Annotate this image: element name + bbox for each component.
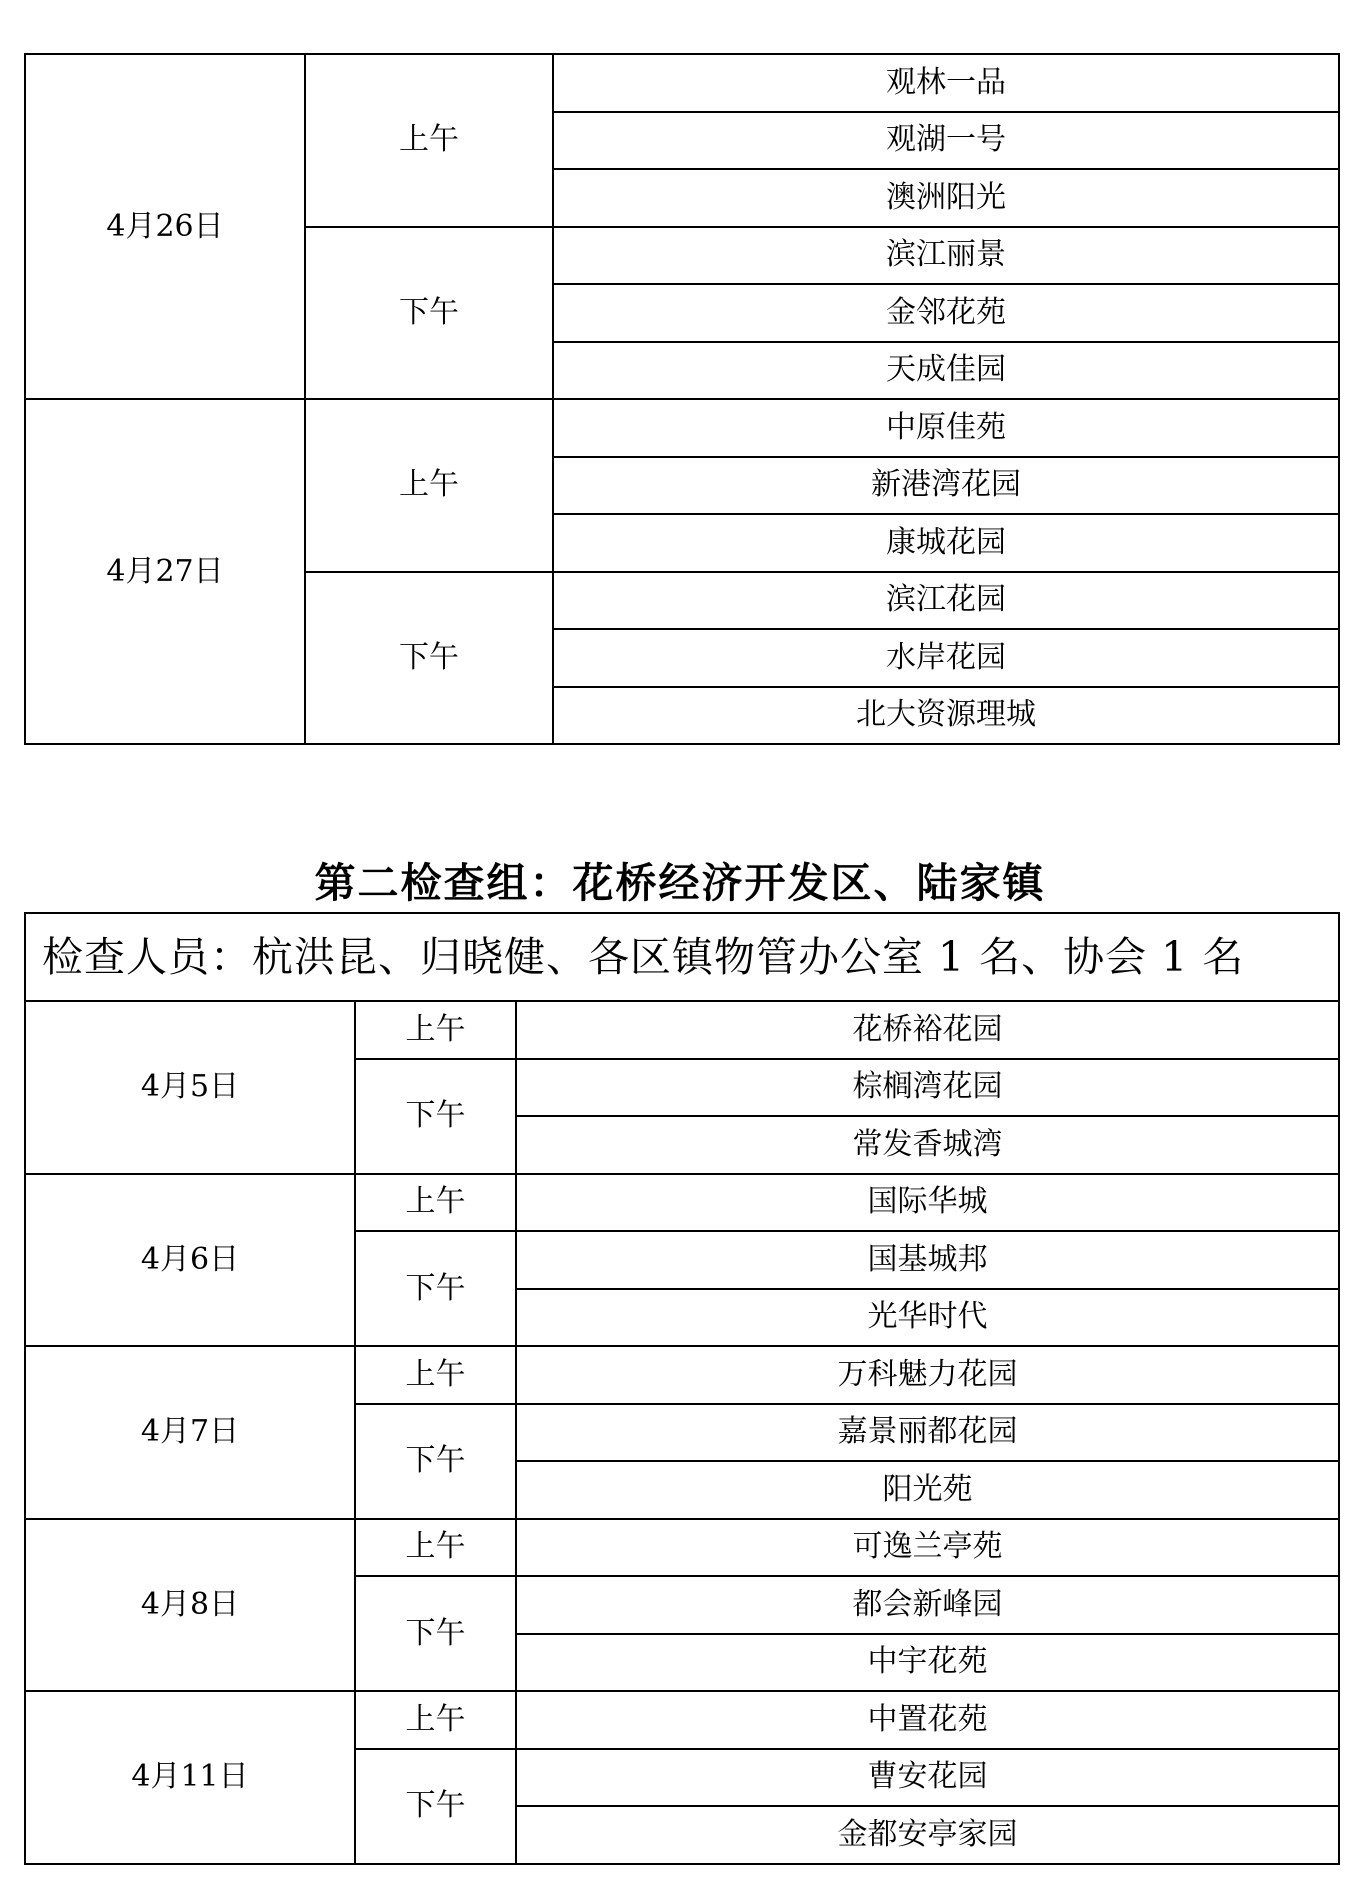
- schedule-table-body: [25, 54, 1339, 744]
- period-cell: 下午: [305, 572, 553, 745]
- site-cell: 国际华城: [516, 1174, 1339, 1232]
- site-cell: 可逸兰亭苑: [516, 1519, 1339, 1577]
- staff-row: [25, 913, 1339, 1001]
- date-cell: 4月5日: [25, 1001, 355, 1174]
- table-row: [25, 1346, 1339, 1404]
- period-cell: 上午: [305, 54, 553, 227]
- date-cell: 4月7日: [25, 1346, 355, 1519]
- site-cell: 花桥裕花园: [516, 1001, 1339, 1059]
- period-cell: 下午: [355, 1059, 516, 1174]
- date-cell: 4月26日: [25, 54, 305, 399]
- period-cell: 下午: [355, 1749, 516, 1864]
- site-cell: 中置花苑: [516, 1691, 1339, 1749]
- site-cell: 阳光苑: [516, 1461, 1339, 1519]
- schedule-table-body: [25, 913, 1339, 1864]
- period-cell: 下午: [305, 227, 553, 400]
- schedule-table-group-2: [24, 912, 1340, 1865]
- site-cell: 北大资源理城: [553, 687, 1339, 745]
- site-cell: 天成佳园: [553, 342, 1339, 400]
- table-row: [25, 1001, 1339, 1059]
- period-cell: 上午: [355, 1001, 516, 1059]
- period-cell: 上午: [355, 1691, 516, 1749]
- table-row: [25, 1519, 1339, 1577]
- site-cell: 光华时代: [516, 1289, 1339, 1347]
- site-cell: 新港湾花园: [553, 457, 1339, 515]
- period-cell: 上午: [355, 1519, 516, 1577]
- site-cell: 嘉景丽都花园: [516, 1404, 1339, 1462]
- site-cell: 常发香城湾: [516, 1116, 1339, 1174]
- site-cell: 澳洲阳光: [553, 169, 1339, 227]
- period-cell: 下午: [355, 1576, 516, 1691]
- date-cell: 4月6日: [25, 1174, 355, 1347]
- site-cell: 滨江花园: [553, 572, 1339, 630]
- site-cell: 观湖一号: [553, 112, 1339, 170]
- site-cell: 棕榈湾花园: [516, 1059, 1339, 1117]
- period-cell: 上午: [305, 399, 553, 572]
- site-cell: 水岸花园: [553, 629, 1339, 687]
- site-cell: 金邻花苑: [553, 284, 1339, 342]
- site-cell: 中原佳苑: [553, 399, 1339, 457]
- table-row: [25, 1691, 1339, 1749]
- site-cell: 康城花园: [553, 514, 1339, 572]
- site-cell: 曹安花园: [516, 1749, 1339, 1807]
- site-cell: 万科魅力花园: [516, 1346, 1339, 1404]
- site-cell: 金都安亭家园: [516, 1806, 1339, 1864]
- site-cell: 都会新峰园: [516, 1576, 1339, 1634]
- table-row: [25, 399, 1339, 457]
- date-cell: 4月27日: [25, 399, 305, 744]
- table-row: [25, 54, 1339, 112]
- period-cell: 上午: [355, 1346, 516, 1404]
- date-cell: 4月11日: [25, 1691, 355, 1864]
- site-cell: 观林一品: [553, 54, 1339, 112]
- table-row: [25, 1174, 1339, 1232]
- date-cell: 4月8日: [25, 1519, 355, 1692]
- site-cell: 中宇花苑: [516, 1634, 1339, 1692]
- period-cell: 下午: [355, 1231, 516, 1346]
- period-cell: 下午: [355, 1404, 516, 1519]
- period-cell: 上午: [355, 1174, 516, 1232]
- group-2-title: 第二检查组：花桥经济开发区、陆家镇: [314, 859, 1046, 907]
- schedule-table-group-1: [24, 53, 1340, 745]
- site-cell: 滨江丽景: [553, 227, 1339, 285]
- staff-list: 检查人员：杭洪昆、归晓健、各区镇物管办公室 1 名、协会 1 名: [25, 913, 1339, 1001]
- site-cell: 国基城邦: [516, 1231, 1339, 1289]
